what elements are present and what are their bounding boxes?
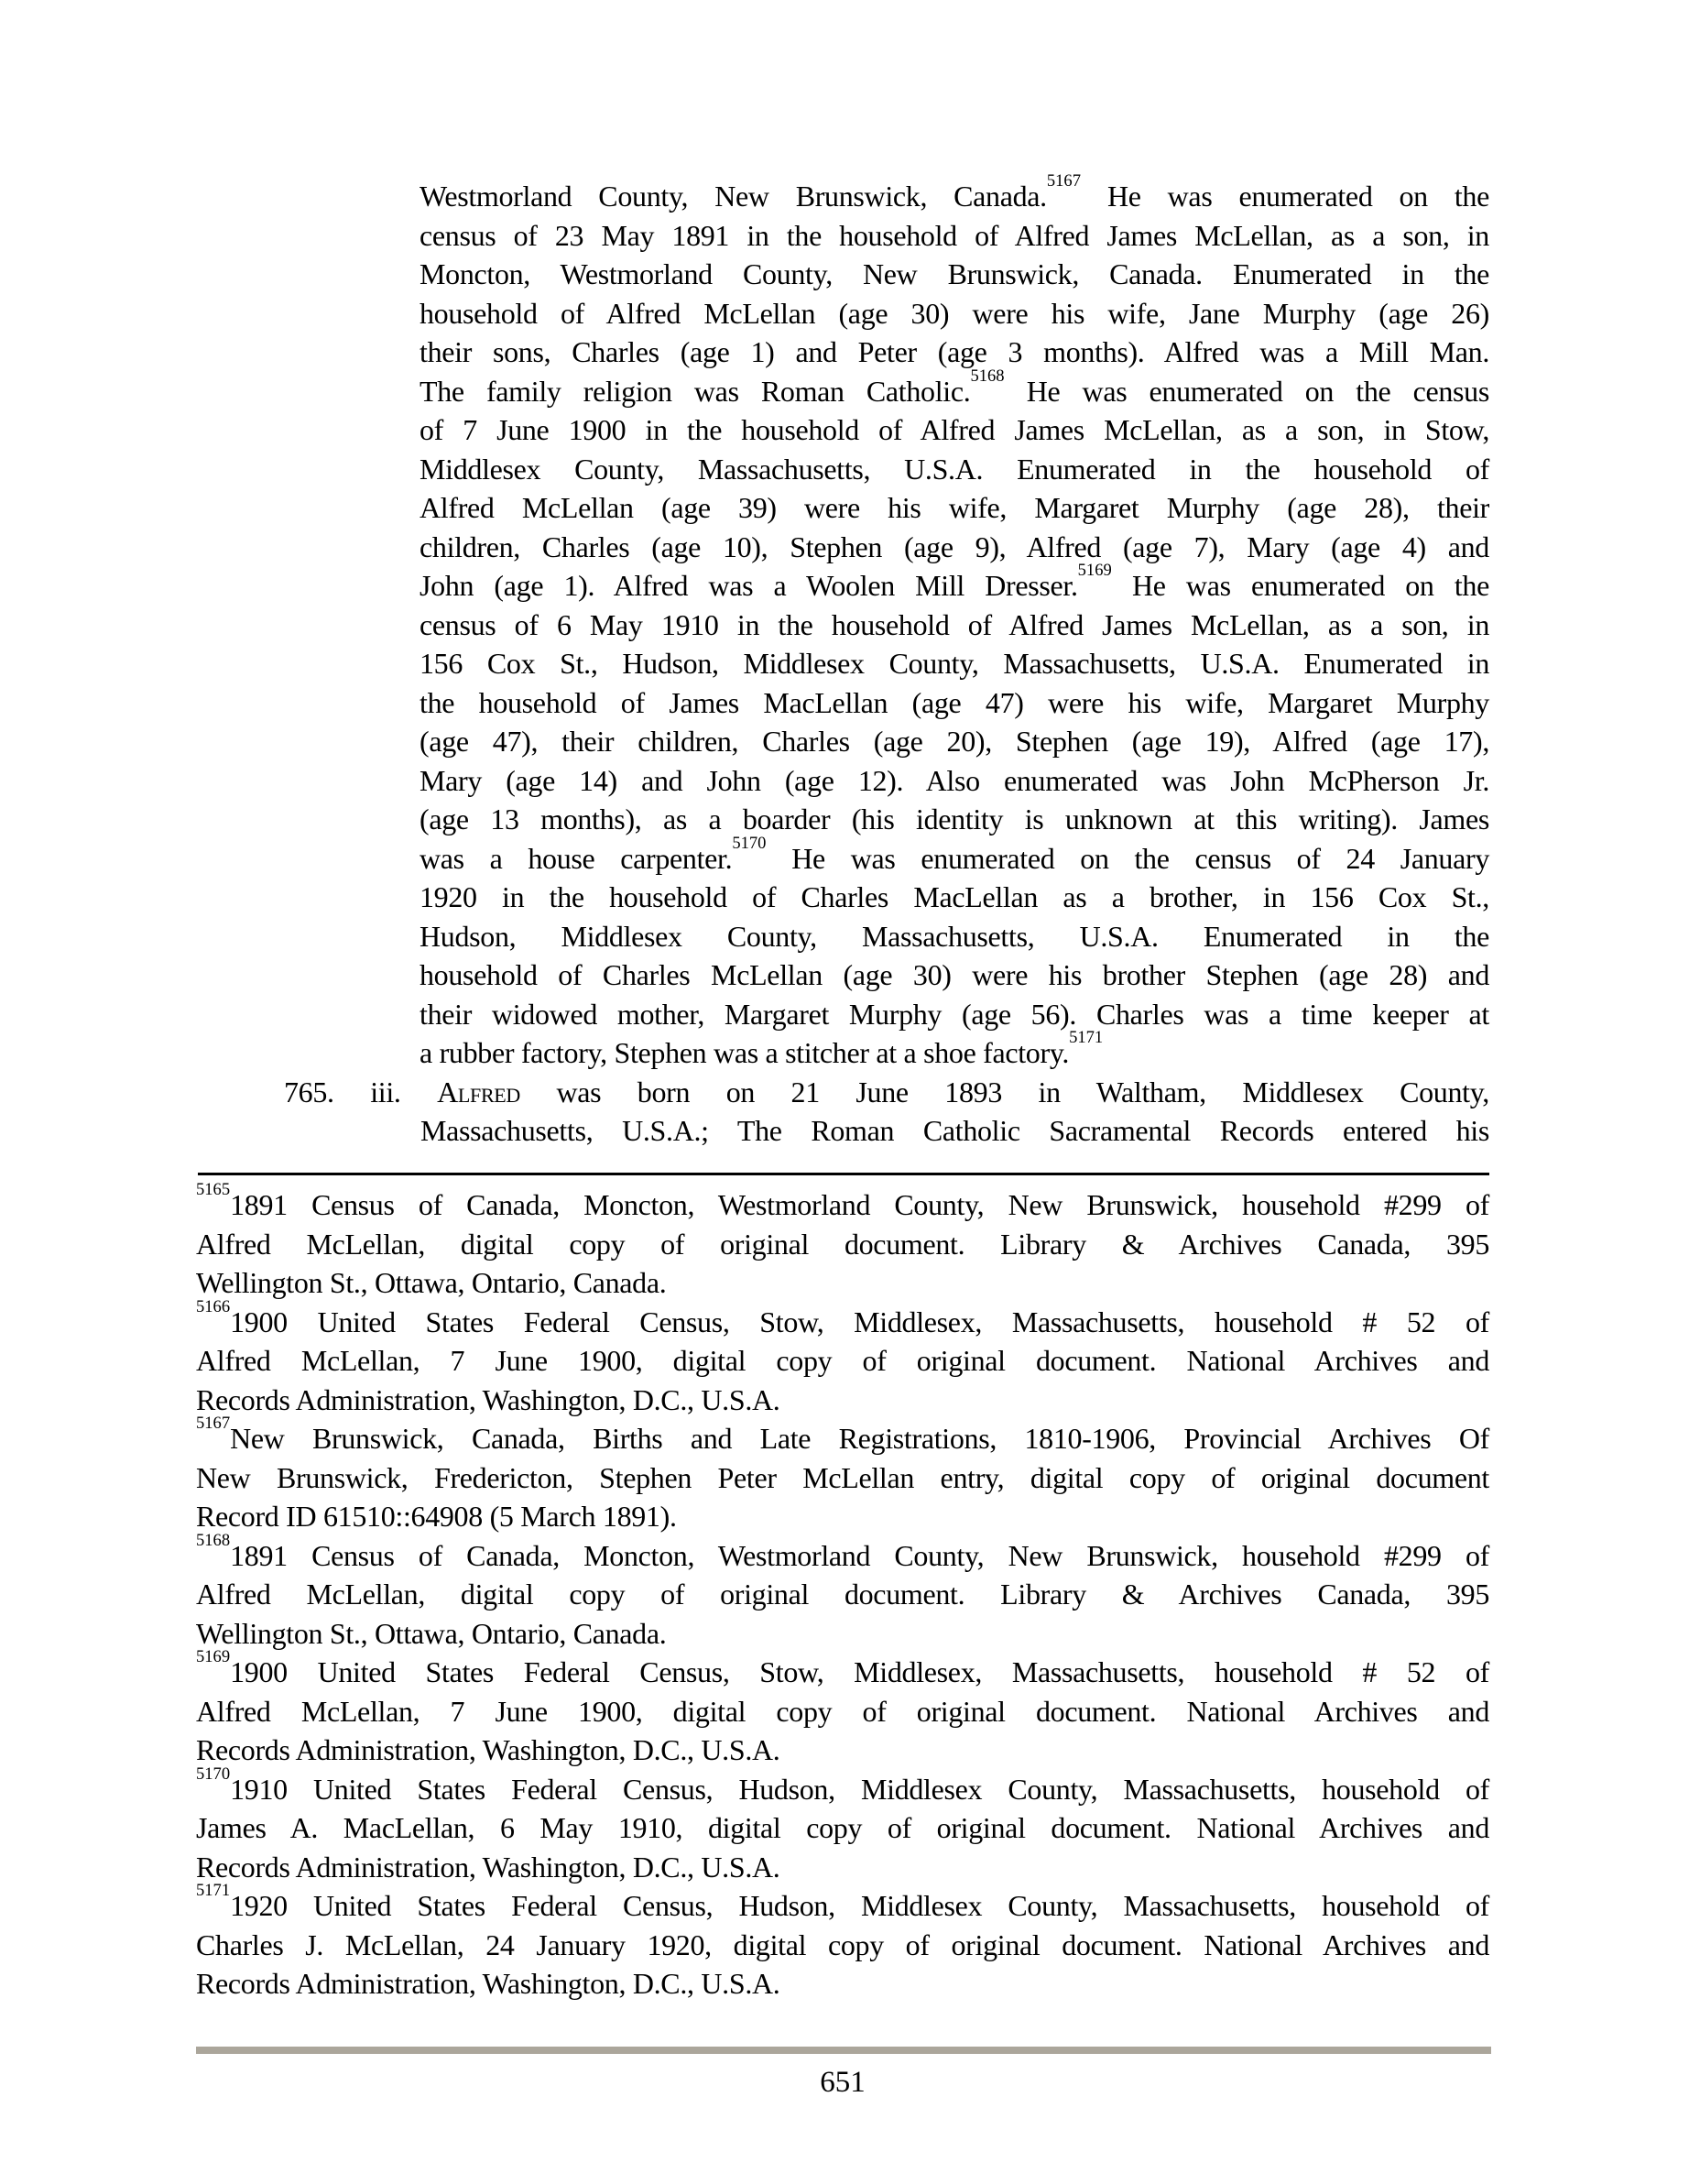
footnote-ref: 5170 xyxy=(732,833,767,853)
footnote-ref: 5169 xyxy=(1077,561,1112,581)
footnote-line: $^{5171}$1920 United States Federal Census, Hudson, Middlesex County, Massachusetts, household of xyxy=(196,1881,1489,1922)
paragraph-line: their widowed mother, Margaret Murphy (age 56). Charles was a time keeper at xyxy=(420,997,1489,1031)
footnote-line: James A. MacLellan, 6 May 1910, digital copy of original document. National Archives and xyxy=(196,1811,1489,1844)
footnotes-block xyxy=(196,1180,1489,2004)
paragraph-line: The family religion was Roman Catholic.$^{5168}$ He was enumerated on the census xyxy=(420,366,1489,408)
paragraph-line: Hudson, Middlesex County, Massachusetts, U.S.A. Enumerated in the xyxy=(420,919,1489,953)
footnote-ref: 5171 xyxy=(196,1881,231,1901)
footnote-line: Wellington St., Ottawa, Ontario, Canada. xyxy=(196,1266,667,1299)
paragraph-line: of 7 June 1900 in the household of Alfred James McLellan, as a son, in Stow, xyxy=(420,413,1489,446)
paragraph-line: Mary (age 14) and John (age 12). Also enumerated was John McPherson Jr. xyxy=(420,763,1489,797)
paragraph-line: their sons, Charles (age 1) and Peter (age 3 months). Alfred was a Mill Man. xyxy=(420,335,1489,368)
paragraph-line: census of 23 May 1891 in the household of Alfred James McLellan, as a son, in xyxy=(420,218,1489,252)
footnote-line: Records Administration, Washington, D.C., U.S.A. xyxy=(196,1733,780,1766)
footnote-line: Records Administration, Washington, D.C., U.S.A. xyxy=(196,1850,780,1884)
census-paragraph xyxy=(196,171,1489,1073)
footnote-separator xyxy=(198,1173,1489,1175)
paragraph-line: children, Charles (age 10), Stephen (age 9), Alfred (age 7), Mary (age 4) and xyxy=(420,530,1489,563)
footnote-ref: 5169 xyxy=(196,1647,231,1667)
footnote-line: $^{5167}$New Brunswick, Canada, Births and Late Registrations, 1810-1906, Provincial Archives Of xyxy=(196,1414,1489,1455)
footnote-ref: 5168 xyxy=(196,1530,231,1550)
footnote-ref: 5167 xyxy=(196,1414,231,1434)
footnote-line: $^{5168}$1891 Census of Canada, Moncton, Westmorland County, New Brunswick, household #299 of xyxy=(196,1530,1489,1572)
footer-rule xyxy=(196,2047,1491,2054)
footnote-ref: 5167 xyxy=(1046,171,1081,191)
paragraph-line: Alfred McLellan (age 39) were his wife, Margaret Murphy (age 28), their xyxy=(420,491,1489,524)
footnote-line: Wellington St., Ottawa, Ontario, Canada. xyxy=(196,1616,667,1650)
paragraph-line: household of Alfred McLellan (age 30) were his wife, Jane Murphy (age 26) xyxy=(420,296,1489,330)
entry-line-continuation: Massachusetts, U.S.A.; The Roman Catholic Sacramental Records entered his xyxy=(420,1114,1489,1147)
paragraph-line: 1920 in the household of Charles MacLellan as a brother, in 156 Cox St., xyxy=(420,880,1489,913)
paragraph-line: (age 13 months), as a boarder (his identity is unknown at this writing). James xyxy=(420,803,1489,835)
footnote-line: New Brunswick, Fredericton, Stephen Peter McLellan entry, digital copy of original document xyxy=(196,1460,1489,1494)
footnote-line: Charles J. McLellan, 24 January 1920, digital copy of original document. National Archives and xyxy=(196,1927,1489,1961)
footnote-line: Records Administration, Washington, D.C., U.S.A. xyxy=(196,1967,780,2000)
paragraph-line: 156 Cox St., Hudson, Middlesex County, Massachusetts, U.S.A. Enumerated in xyxy=(420,647,1489,680)
paragraph-line: was a house carpenter.$^{5170}$ He was enumerated on the census of 24 January xyxy=(420,833,1489,875)
small-caps-name: Alfred xyxy=(437,1075,520,1108)
footnote-ref: 5168 xyxy=(970,366,1005,386)
body-text-block xyxy=(196,171,1489,1151)
footnote-ref: 5171 xyxy=(1069,1028,1104,1048)
paragraph-line: household of Charles McLellan (age 30) were his brother Stephen (age 28) and xyxy=(420,958,1489,991)
footnote-line: Alfred McLellan, 7 June 1900, digital copy of original document. National Archives and xyxy=(196,1344,1489,1377)
entry-line-first: 765. iii. Alfred was born on 21 June 1893 in Waltham, Middlesex County, xyxy=(284,1075,1489,1108)
footnote-line: $^{5169}$1900 United States Federal Census, Stow, Middlesex, Massachusetts, household # 52 of xyxy=(196,1647,1489,1688)
paragraph-line: Westmorland County, New Brunswick, Canada.$^{5167}$ He was enumerated on the xyxy=(420,171,1489,213)
page-number: 651 xyxy=(820,2066,866,2099)
footnote-line: $^{5165}$1891 Census of Canada, Moncton, Westmorland County, New Brunswick, household #299 of xyxy=(196,1180,1489,1221)
footnote-line: Alfred McLellan, 7 June 1900, digital copy of original document. National Archives and xyxy=(196,1694,1489,1728)
footnote-ref: 5170 xyxy=(196,1764,231,1784)
child-entry-765 xyxy=(196,1073,1489,1151)
footnote-line: $^{5170}$1910 United States Federal Census, Hudson, Middlesex County, Massachusetts, household of xyxy=(196,1764,1489,1806)
paragraph-line: (age 47), their children, Charles (age 20), Stephen (age 19), Alfred (age 17), xyxy=(420,725,1489,758)
footnote-line: Records Administration, Washington, D.C., U.S.A. xyxy=(196,1382,780,1416)
footnote-line: Alfred McLellan, digital copy of original document. Library & Archives Canada, 395 xyxy=(196,1578,1489,1611)
paragraph-line: census of 6 May 1910 in the household of Alfred James McLellan, as a son, in xyxy=(420,607,1489,641)
footnote-line: $^{5166}$1900 United States Federal Census, Stow, Middlesex, Massachusetts, household # 52 of xyxy=(196,1296,1489,1338)
footnote-ref: 5166 xyxy=(196,1296,231,1316)
footnote-line: Alfred McLellan, digital copy of original document. Library & Archives Canada, 395 xyxy=(196,1227,1489,1261)
paragraph-line: Moncton, Westmorland County, New Brunswick, Canada. Enumerated in the xyxy=(420,257,1489,290)
footnote-ref: 5165 xyxy=(196,1180,231,1200)
footnote-line: Record ID 61510::64908 (5 March 1891). xyxy=(196,1500,677,1533)
paragraph-line: John (age 1). Alfred was a Woolen Mill Dresser.$^{5169}$ He was enumerated on the xyxy=(420,561,1489,602)
paragraph-line: a rubber factory, Stephen was a stitcher at a shoe factory.$^{5171}$ xyxy=(420,1028,1104,1069)
paragraph-line: the household of James MacLellan (age 47) were his wife, Margaret Murphy xyxy=(420,685,1489,719)
paragraph-line: Middlesex County, Massachusetts, U.S.A. Enumerated in the household of xyxy=(420,452,1489,486)
